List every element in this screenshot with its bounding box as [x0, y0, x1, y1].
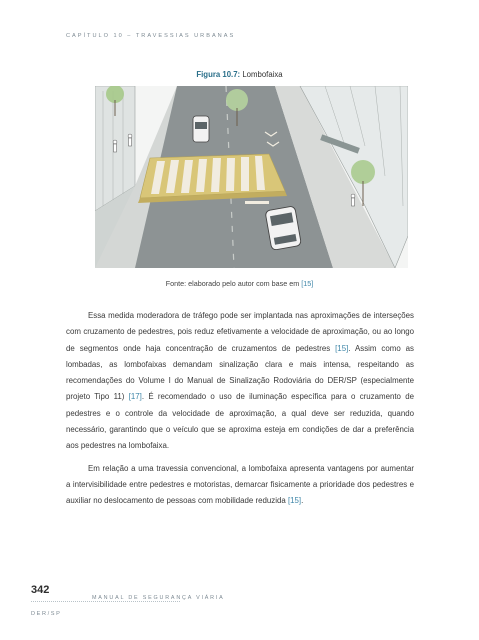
figure-source — [0, 279, 479, 288]
figure-source-text: Fonte: elaborado pelo autor com base em — [165, 279, 302, 288]
paragraph-text: Em relação a uma travessia convencional, a lombofaixa apresenta vantagens por aumentar a intervisibilidade entre pedestres e motoristas, demarcar fisicamente a prioridade dos pedestres e auxiliar no deslocamento de pessoas com mobilidade reduzida — [66, 463, 414, 506]
page-number: 342 — [31, 584, 50, 596]
reference-link[interactable]: [15] — [287, 496, 302, 506]
chapter-header: CAPÍTULO 10 – TRAVESSIAS URBANAS — [66, 33, 236, 39]
footer-divider — [31, 601, 180, 602]
paragraph-2 — [66, 461, 414, 510]
paragraph-text: Essa medida moderadora de tráfego pode ser implantada nas aproximações de interseções com cruzamento de pedestres, pois reduz efetivamente a velocidade de aproximação, ou ao longo de segmentos onde haja concentração de cruzamentos de pedestres — [66, 311, 414, 353]
figure-label: Figura 10.7: — [196, 70, 241, 79]
reference-link[interactable]: [15] — [335, 343, 349, 353]
paragraph-text: . — [301, 496, 304, 506]
figure-caption — [0, 70, 479, 79]
body-text — [66, 308, 414, 516]
footer-organization: DER/SP — [31, 611, 62, 617]
figure-title: Lombofaixa — [242, 70, 283, 79]
paragraph-text: . É recomendado o uso de iluminação específica para o cruzamento de pedestres e o controle da velocidade de aproximação, a qual deve ser reduzida, quando necessário, garantindo que o veículo que se aproxima esteja em condições de dar a preferência aos pedestres na lombofaixa. — [66, 392, 414, 451]
paragraph-text: . Assim como as lombadas, as lombofaixas demandam sinalização clara e mais intensa, respeitando as recomendações do Volume I do Manual de Sinalização Rodoviária do DER/SP (especialmente projeto Tipo 11) — [66, 343, 414, 402]
speed-table-illustration — [95, 86, 408, 268]
reference-link[interactable]: [17] — [128, 392, 142, 402]
paragraph-1 — [66, 308, 414, 455]
footer-manual-title: MANUAL DE SEGURANÇA VIÁRIA — [92, 595, 225, 601]
figure-source-reference: [15] — [301, 279, 314, 288]
